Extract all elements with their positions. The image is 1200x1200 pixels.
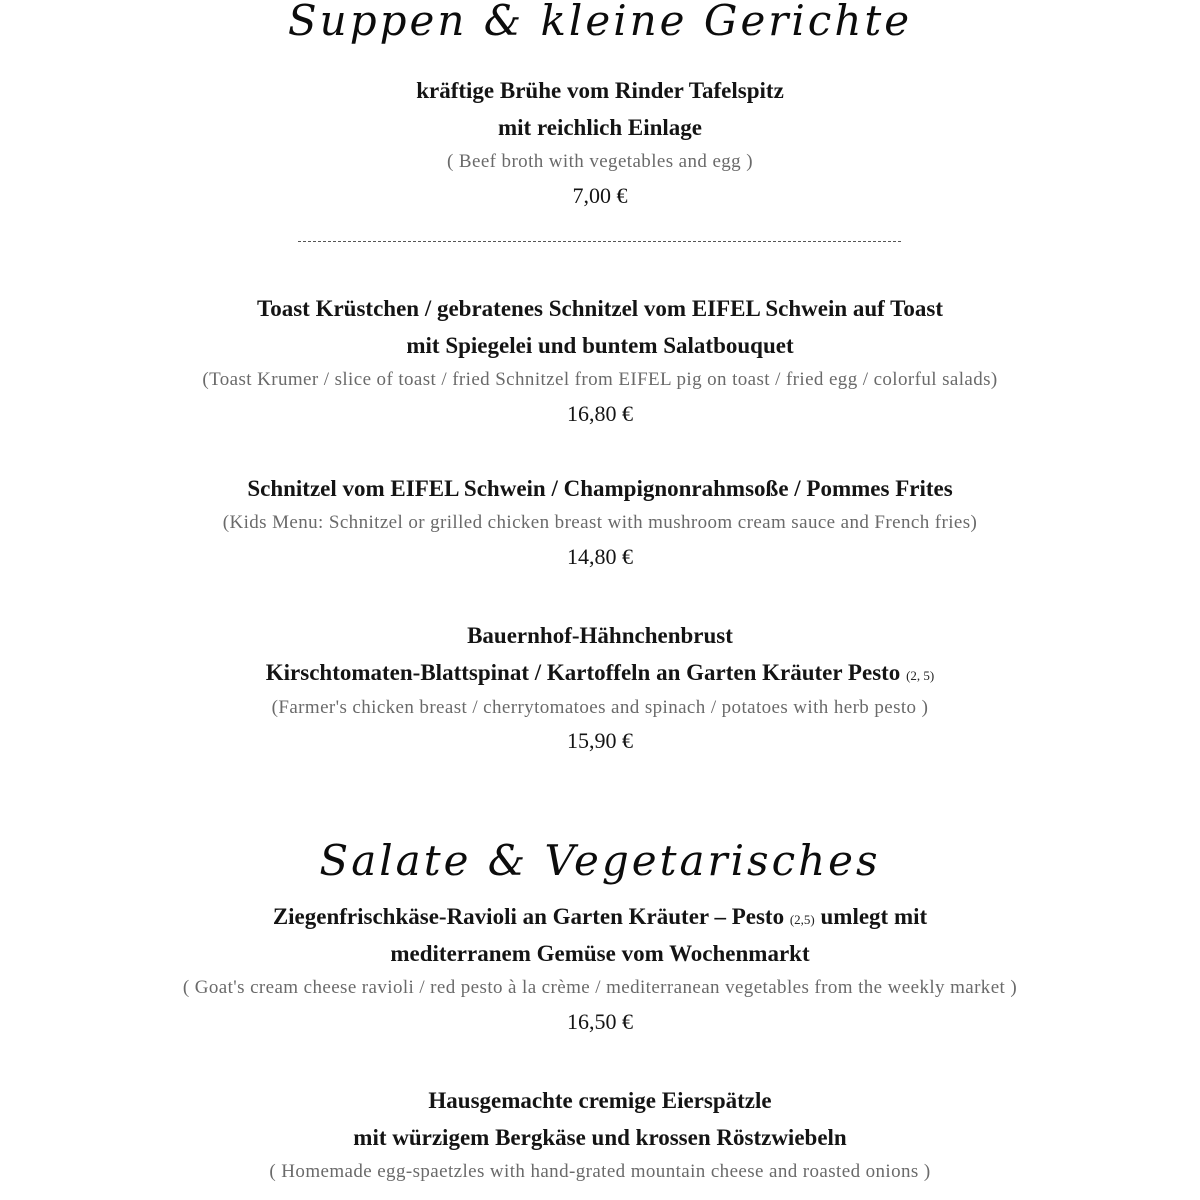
dish-english: (Toast Krumer / slice of toast / fried Schnitzel from EIFEL pig on toast / fried egg / colorful salads)	[202, 369, 998, 390]
section-divider	[298, 241, 901, 242]
dish-name-line1: Toast Krüstchen / gebratenes Schnitzel vom EIFEL Schwein auf Toast	[256, 296, 944, 321]
dish-name-line1-part-a: Ziegenfrischkäse-Ravioli an Garten Kräuter – Pesto	[272, 904, 785, 929]
dish-price: 16,80 €	[567, 401, 633, 426]
dish-english: ( Goat's cream cheese ravioli / red pesto à la crème / mediterranean vegetables from the weekly market )	[182, 977, 1018, 998]
dish-name-line1-part-b: umlegt mit	[820, 904, 928, 929]
dish-name-line2: mit reichlich Einlage	[497, 115, 702, 140]
allergen-codes: (2,5)	[789, 912, 815, 927]
section-title-soups: Suppen & kleine Gerichte	[287, 0, 913, 45]
dish-english: ( Beef broth with vegetables and egg )	[447, 151, 753, 172]
dish-name-line2: mit Spiegelei und buntem Salatbouquet	[406, 333, 794, 358]
allergen-codes: (2, 5)	[906, 668, 935, 683]
dish-name-line1: Bauernhof-Hähnchenbrust	[467, 623, 733, 648]
dish-english: (Farmer's chicken breast / cherrytomatoes and spinach / potatoes with herb pesto )	[271, 697, 929, 718]
dish-english: ( Homemade egg-spaetzles with hand-grated mountain cheese and roasted onions )	[269, 1161, 931, 1182]
dish-name-line2: mit würzigem Bergkäse und krossen Röstzwiebeln	[353, 1125, 847, 1150]
dish-english: (Kids Menu: Schnitzel or grilled chicken breast with mushroom cream sauce and French fries)	[222, 512, 978, 533]
dish-name-line1: kräftige Brühe vom Rinder Tafelspitz	[416, 78, 784, 103]
dish-price: 15,90 €	[567, 728, 633, 753]
dish-name-line1: Schnitzel vom EIFEL Schwein / Champignonrahmsoße / Pommes Frites	[247, 476, 953, 501]
dish-name-line1-wrap	[0, 902, 1200, 935]
dish-price: 16,50 €	[567, 1009, 633, 1034]
section-title-salads: Salate & Vegetarisches	[319, 836, 881, 885]
dish-name-line2: Kirschtomaten-Blattspinat / Kartoffeln an Garten Kräuter Pesto	[265, 660, 901, 685]
dish-price: 14,80 €	[567, 544, 633, 569]
dish-name-line2-wrap	[0, 658, 1200, 691]
dish-name-line1: Hausgemachte cremige Eierspätzle	[428, 1088, 772, 1113]
dish-name-line2: mediterranem Gemüse vom Wochenmarkt	[390, 941, 810, 966]
dish-price: 7,00 €	[572, 183, 628, 208]
